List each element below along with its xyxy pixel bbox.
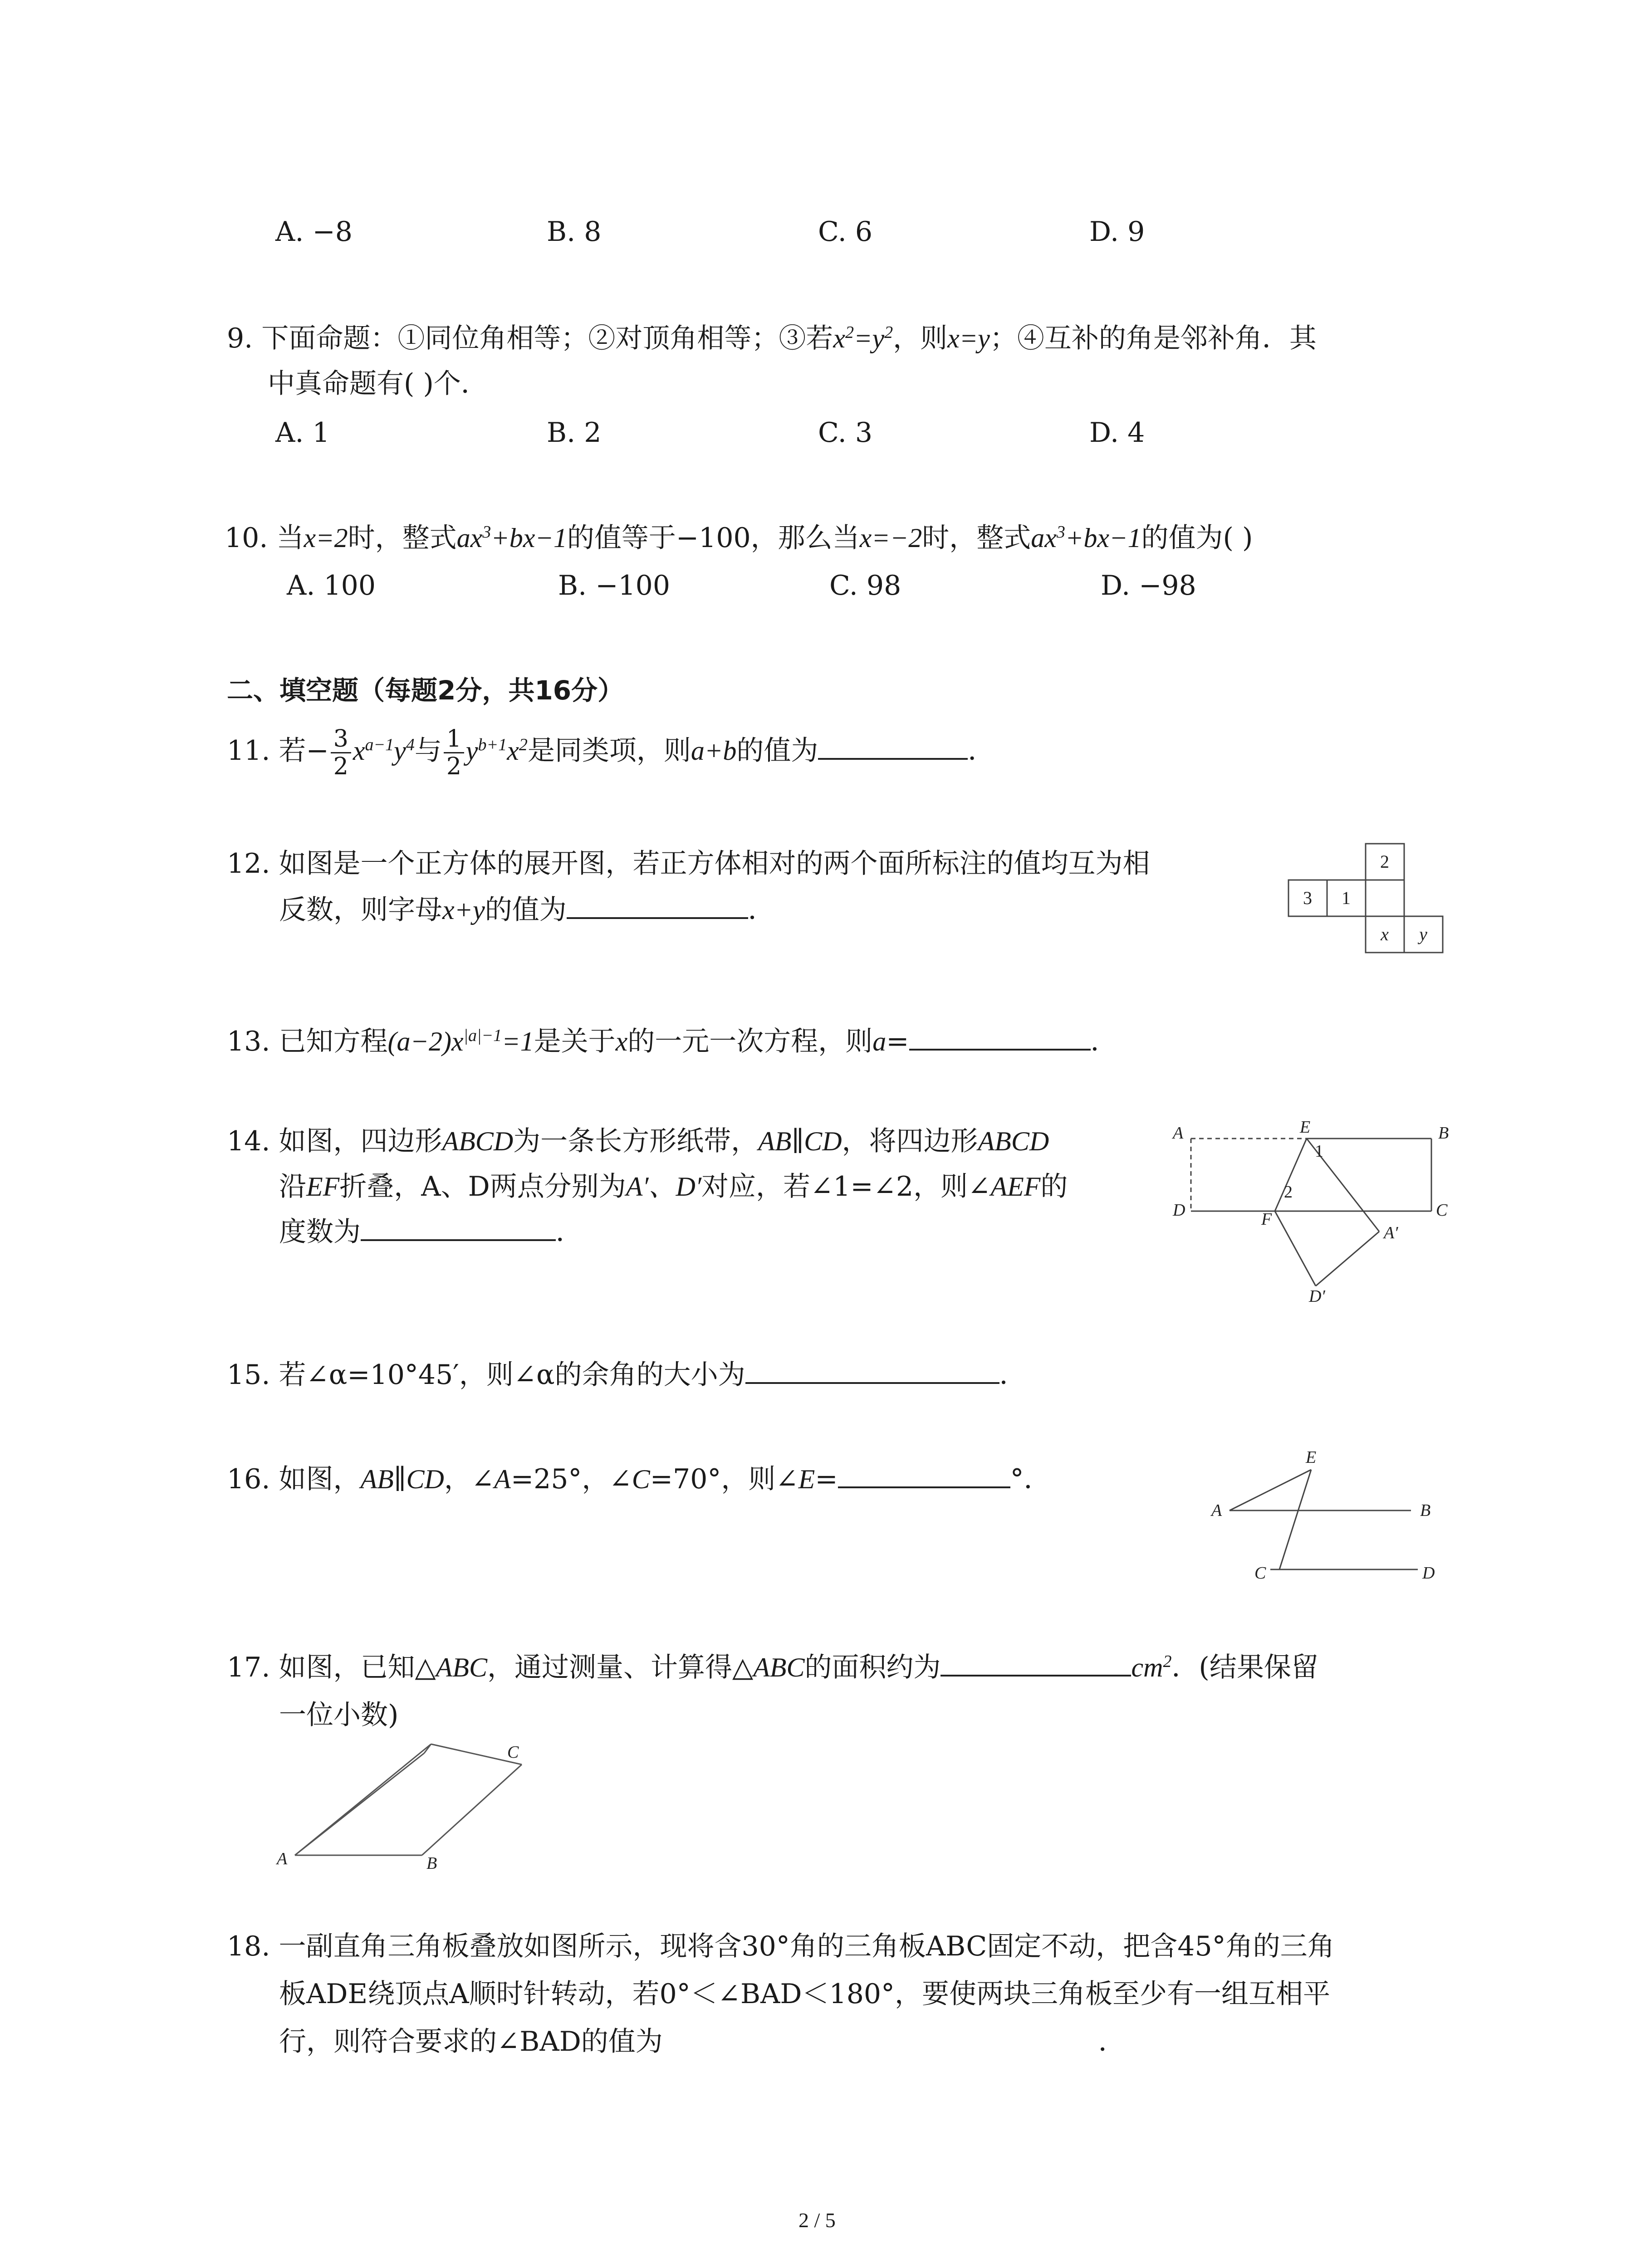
q16-text-mid3: =70°，则∠ xyxy=(650,1463,798,1495)
q14-text-2a: 沿 xyxy=(279,1171,306,1202)
q12-period: ． xyxy=(748,894,775,926)
q14-text-1a: 如图，四边形 xyxy=(279,1125,442,1157)
q13-math-3: a xyxy=(872,1026,887,1056)
q17-text-1c: 的面积约为 xyxy=(804,1652,941,1683)
parallel-lines-figure xyxy=(1202,1442,1456,1588)
q12-text-b: 的值为 xyxy=(485,894,567,926)
q17-math-abc: ABC xyxy=(436,1652,487,1682)
q10-math-3: x=−2 xyxy=(859,523,922,553)
q17-line1 xyxy=(227,1651,1318,1684)
cube-net-label-y: y xyxy=(1419,924,1427,944)
q13-math-2: x xyxy=(615,1026,628,1056)
q17-unit: $cm^2$ xyxy=(1131,1652,1172,1682)
q11-number: 11. xyxy=(227,735,270,767)
q14-text-3: 度数为 xyxy=(279,1216,361,1248)
q14-text-1b: 为一条长方形纸带， xyxy=(513,1125,759,1157)
cube-net-label-1: 1 xyxy=(1342,888,1351,908)
q10-text-b: 时，整式 xyxy=(348,522,457,554)
cube-net-label-x: x xyxy=(1381,924,1389,944)
fig17-label-c: C xyxy=(507,1743,519,1762)
q13-line: 13. 已知方程$(a-2)x^{|a|-1}=1$是关于x的一元一次方程，则a= ． xyxy=(227,1026,1118,1057)
page-number: 2 / 5 xyxy=(798,2209,836,2232)
q12-answer-blank[interactable] xyxy=(567,894,748,919)
q13-number: 13. xyxy=(227,1026,270,1057)
fig14-label-2: 2 xyxy=(1284,1183,1293,1202)
q11-frac1-numerator: 3 xyxy=(331,726,351,753)
q16-text-mid2: =25°，∠ xyxy=(510,1463,632,1495)
q16-math-c: C xyxy=(632,1464,650,1494)
q10-option-a: A. 100 xyxy=(287,570,376,601)
cube-net-label-3: 3 xyxy=(1303,888,1312,908)
q15-line xyxy=(227,1359,1027,1391)
q9-math-2: x=y xyxy=(947,323,990,353)
q12-math: x+y xyxy=(442,895,485,925)
q16-math-parallel: AB∥CD xyxy=(360,1464,444,1494)
fig17-label-b: B xyxy=(426,1854,437,1873)
q11-frac2-numerator: 1 xyxy=(444,726,464,753)
q11-text-mid: 与 xyxy=(414,735,442,767)
q16-equals: = xyxy=(815,1463,838,1495)
q9-text-a: 下面命题：①同位角相等；②对顶角相等；③若 xyxy=(261,323,833,354)
q10-option-b: B. −100 xyxy=(558,570,671,601)
q16-math-e: E xyxy=(798,1464,815,1494)
q16-text-mid: ，∠ xyxy=(444,1463,495,1495)
q17-line2: 一位小数) xyxy=(279,1699,399,1731)
q9-line1 xyxy=(227,322,1317,355)
fig14-label-c: C xyxy=(1436,1201,1448,1220)
q14-line1 xyxy=(227,1125,1049,1158)
q15-text: 若∠α=10°45′，则∠α的余角的大小为 xyxy=(279,1359,745,1391)
q14-math-aef: AEF xyxy=(990,1172,1041,1202)
q13-period: ． xyxy=(1090,1026,1118,1057)
q14-math-abcd: ABCD xyxy=(442,1126,514,1156)
q14-math-primes: A′、D′ xyxy=(626,1172,701,1202)
q10-text-e: 的值为( ) xyxy=(1141,522,1253,554)
q16-math-a: A xyxy=(494,1464,511,1494)
q13-text-mid: 是关于 xyxy=(534,1026,616,1057)
fig14-label-1: 1 xyxy=(1315,1142,1323,1161)
q14-period: ． xyxy=(556,1216,583,1248)
q11-fraction-2 xyxy=(444,726,464,780)
q11-answer-blank[interactable] xyxy=(818,734,968,760)
q18-line3 xyxy=(279,2025,1126,2058)
fig14-label-a-prime: A′ xyxy=(1384,1223,1398,1242)
fig14-label-b: B xyxy=(1438,1124,1449,1143)
q18-text-line3: 行，则符合要求的∠BAD的值为 xyxy=(279,2026,663,2058)
section-2-title: 二、填空题（每题2分，共16分） xyxy=(227,675,624,706)
cube-net-label-2: 2 xyxy=(1380,851,1389,872)
q14-line2 xyxy=(279,1170,1068,1203)
q11-math-2: $y^{b+1}x^2$ xyxy=(465,735,528,766)
q10-math-1: x=2 xyxy=(304,523,348,553)
q16-number: 16. xyxy=(227,1463,270,1495)
q10-text-c: 的值等于−100，那么当 xyxy=(567,522,860,554)
q17-text-1d: ．(结果保留 xyxy=(1171,1652,1318,1683)
q10-math-4: $ax^3+bx-1$ xyxy=(1031,523,1141,553)
fig14-label-d-prime: D′ xyxy=(1309,1287,1325,1304)
q12-text-a: 反数，则字母 xyxy=(279,894,442,926)
q14-math-abcd-2: ABCD xyxy=(978,1126,1049,1156)
q9-math-1: $x^2=y^2$ xyxy=(833,323,893,353)
q12-line2 xyxy=(279,894,775,926)
fig16-label-b: B xyxy=(1420,1501,1431,1520)
q13-math-1: $(a-2)x^{|a|-1}=1$ xyxy=(387,1026,534,1056)
q14-answer-blank[interactable] xyxy=(361,1216,556,1241)
fig17-label-a: A xyxy=(277,1849,288,1868)
q17-math-abc-2: ABC xyxy=(753,1652,805,1682)
q17-text-1a: 如图，已知△ xyxy=(279,1652,436,1683)
q13-answer-blank[interactable] xyxy=(909,1025,1091,1051)
q11-fraction-1 xyxy=(331,726,351,780)
fig14-label-a: A xyxy=(1173,1124,1184,1143)
q11-text-post: 是同类项，则 xyxy=(527,735,691,767)
q16-degree-period: °． xyxy=(1010,1463,1051,1495)
q11-line xyxy=(227,721,995,780)
q8-option-c: C. 6 xyxy=(818,216,873,248)
q9-option-b: B. 2 xyxy=(547,417,602,449)
q11-text-pre: 若− xyxy=(279,735,329,767)
q16-line xyxy=(227,1463,1051,1496)
fig16-label-d: D xyxy=(1422,1564,1435,1583)
q14-text-2b: 折叠，A、D两点分别为 xyxy=(339,1171,626,1202)
q12-line1 xyxy=(227,847,1150,880)
q14-math-ef: EF xyxy=(306,1172,340,1202)
q10-line1 xyxy=(225,522,1253,554)
q10-option-c: C. 98 xyxy=(829,570,901,601)
q11-text-post2: 的值为 xyxy=(736,735,818,767)
folded-strip-figure xyxy=(1171,1114,1461,1304)
q9-option-a: A. 1 xyxy=(275,417,330,449)
q14-line3 xyxy=(279,1216,583,1248)
q10-number: 10. xyxy=(225,522,268,554)
q17-unit-text: cm xyxy=(1131,1652,1163,1682)
q15-period: ． xyxy=(999,1359,1027,1391)
q14-text-1c: ，将四边形 xyxy=(842,1125,978,1157)
q9-number: 9. xyxy=(227,323,253,354)
q9-line2: 中真命题有( )个． xyxy=(268,368,488,400)
q14-math-parallel: AB∥CD xyxy=(758,1126,842,1156)
fig16-label-c: C xyxy=(1254,1564,1266,1583)
q8-option-a: A. −8 xyxy=(275,216,353,248)
q9-text-c: ；④互补的角是邻补角．其 xyxy=(989,323,1317,354)
q10-math-2: $ax^3+bx-1$ xyxy=(456,523,567,553)
q9-text-b: ，则 xyxy=(893,323,948,354)
fig14-label-f: F xyxy=(1261,1210,1272,1229)
q17-answer-blank[interactable] xyxy=(941,1651,1131,1677)
q18-period: ． xyxy=(1098,2026,1126,2058)
q18-line2: 板ADE绕顶点A顺时针转动，若0°＜∠BAD＜180°，要使两块三角板至少有一组互相平 xyxy=(279,1978,1331,2010)
q10-text-d: 时，整式 xyxy=(922,522,1031,554)
q13-text-mid2: 的一元一次方程，则 xyxy=(627,1026,873,1057)
q17-number: 17. xyxy=(227,1652,270,1683)
q15-answer-blank[interactable] xyxy=(745,1359,999,1384)
q10-text-a: 当 xyxy=(276,522,304,554)
q8-option-d: D. 9 xyxy=(1089,216,1145,248)
q11-period: ． xyxy=(968,735,995,767)
q18-number: 18. xyxy=(227,1931,270,1962)
fig14-label-e: E xyxy=(1300,1118,1311,1137)
q11-frac1-denominator: 2 xyxy=(333,753,348,780)
q9-option-d: D. 4 xyxy=(1089,417,1145,449)
q15-number: 15. xyxy=(227,1359,270,1391)
q16-answer-blank[interactable] xyxy=(838,1463,1010,1488)
q16-text-pre: 如图， xyxy=(279,1463,361,1495)
cube-net-cell xyxy=(1366,880,1404,916)
q13-text-pre: 已知方程 xyxy=(279,1026,388,1057)
q14-number: 14. xyxy=(227,1125,270,1157)
fig14-label-d: D xyxy=(1173,1201,1185,1220)
q10-option-d: D. −98 xyxy=(1101,570,1196,601)
cube-net-figure xyxy=(1284,841,1456,959)
q9-option-c: C. 3 xyxy=(818,417,873,449)
q12-text-line1: 如图是一个正方体的展开图，若正方体相对的两个面所标注的值均互为相 xyxy=(279,848,1150,880)
q11-frac2-denominator: 2 xyxy=(446,753,461,780)
triangle-abc-figure xyxy=(268,1733,540,1873)
fig16-label-e: E xyxy=(1306,1448,1317,1467)
q18-text-line1: 一副直角三角板叠放如图所示，现将含30°角的三角板ABC固定不动，把含45°角的三角 xyxy=(279,1931,1335,1962)
q11-math-3: a+b xyxy=(691,736,737,766)
q18-line1 xyxy=(227,1930,1335,1963)
q14-text-2c: 对应，若∠1=∠2，则∠ xyxy=(701,1171,991,1202)
q8-option-b: B. 8 xyxy=(547,216,602,248)
q14-text-2d: 的 xyxy=(1040,1171,1068,1202)
q12-number: 12. xyxy=(227,848,270,880)
q17-text-1b: ，通过测量、计算得△ xyxy=(487,1652,754,1683)
q11-math-1: $x^{a-1}y^4$ xyxy=(353,735,415,766)
fig16-label-a: A xyxy=(1211,1501,1222,1520)
